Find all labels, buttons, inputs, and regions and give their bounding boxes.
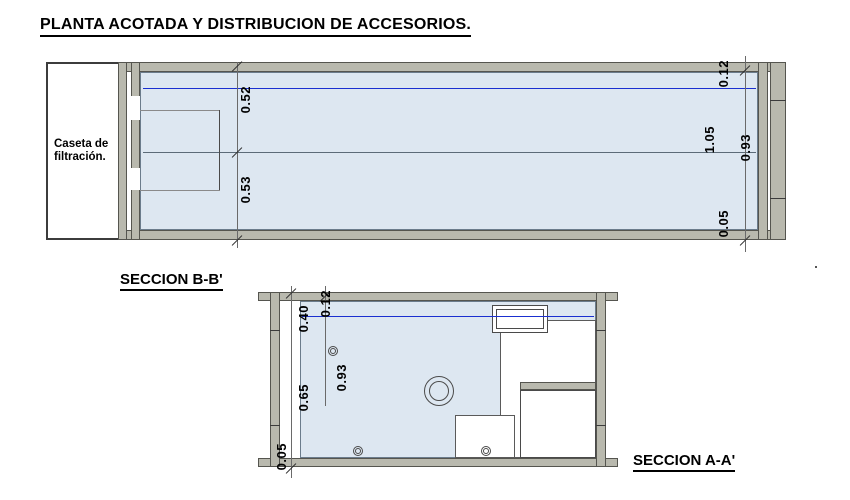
section-dimension-0-05: 0.05 xyxy=(274,443,289,471)
section-left-wall xyxy=(270,292,280,467)
page-title: PLANTA ACOTADA Y DISTRIBUCION DE ACCESORIOS. xyxy=(40,16,471,37)
plan-pool-water xyxy=(140,72,758,230)
section-top-wall xyxy=(258,292,618,301)
section-dimension-0-65: 0.65 xyxy=(296,384,311,412)
section-dim-line-outer xyxy=(291,286,292,478)
plan-step-line-top xyxy=(140,110,220,111)
section-bottom-wall xyxy=(258,458,618,467)
section-machine-box-lintel xyxy=(520,382,596,390)
section-right-wall-joint-top xyxy=(596,330,606,331)
plan-dimension-0-52: 0.52 xyxy=(238,86,253,114)
section-water-level-line xyxy=(302,316,594,317)
plan-partition-wall-outer xyxy=(118,62,127,240)
caseta-label-line1: Caseta de xyxy=(54,138,109,150)
section-left-wall-joint-bottom xyxy=(270,425,280,426)
plan-right-outer-wall xyxy=(770,62,786,240)
plan-dimension-0-05: 0.05 xyxy=(716,210,731,238)
caseta-label-line2: filtración. xyxy=(54,151,106,163)
section-left-wall-joint-top xyxy=(270,330,280,331)
section-machine-box xyxy=(520,390,596,458)
plan-right-wall-joint-bottom xyxy=(770,198,786,199)
section-dimension-0-93: 0.93 xyxy=(334,364,349,392)
plan-dimension-0-53: 0.53 xyxy=(238,176,253,204)
plan-reference-dot xyxy=(815,266,817,268)
section-dimension-0-40: 0.40 xyxy=(296,305,311,333)
section-grate-inner xyxy=(496,309,544,329)
section-fitting-dot-top-left xyxy=(330,348,336,354)
section-main-drain-inner xyxy=(429,381,449,401)
plan-right-wall-joint-top xyxy=(770,100,786,101)
plan-partition-gap-bottom xyxy=(131,168,140,190)
section-dimension-0-12: 0.12 xyxy=(318,290,333,318)
plan-right-inner-wall xyxy=(758,62,768,240)
plan-step-line-vertical xyxy=(219,110,220,190)
section-right-wall xyxy=(596,292,606,467)
plan-water-level-line xyxy=(143,88,756,89)
plan-dimension-0-12: 0.12 xyxy=(716,60,731,88)
plan-top-wall xyxy=(46,62,786,72)
section-fitting-dot-bottom-left xyxy=(355,448,361,454)
section-bb-label: SECCION B-B' xyxy=(120,271,223,291)
section-right-wall-joint-bottom xyxy=(596,425,606,426)
section-aa-label: SECCION A-A' xyxy=(633,452,735,472)
plan-step-line-bottom xyxy=(140,190,220,191)
plan-partition-wall-inner xyxy=(131,62,140,240)
plan-dimension-1-05: 1.05 xyxy=(702,126,717,154)
plan-dimension-0-93: 0.93 xyxy=(738,134,753,162)
plan-partition-gap-top xyxy=(131,96,140,120)
plan-bottom-wall xyxy=(46,230,786,240)
section-fitting-dot-bottom-right xyxy=(483,448,489,454)
